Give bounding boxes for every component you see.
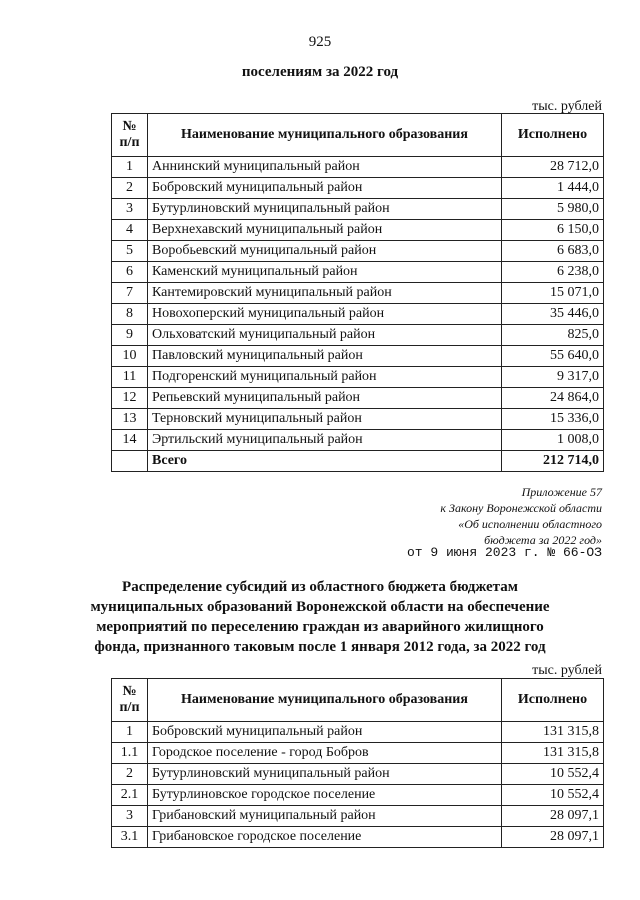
row-value: 1 008,0 bbox=[502, 430, 604, 451]
table-row bbox=[112, 764, 604, 785]
table2-title-line: мероприятий по переселению граждан из аварийного жилищного bbox=[96, 619, 544, 635]
table-row bbox=[112, 827, 604, 848]
row-number: 3.1 bbox=[112, 827, 148, 848]
row-value: 6 150,0 bbox=[502, 220, 604, 241]
table-row bbox=[112, 157, 604, 178]
table2-unit: тыс. рублей bbox=[532, 663, 602, 678]
table-row bbox=[112, 367, 604, 388]
appendix-note bbox=[342, 484, 602, 548]
row-name: Грибановское городское поселение bbox=[148, 827, 502, 848]
table2-title-line: муниципальных образований Воронежской области на обеспечение bbox=[90, 599, 550, 615]
row-value: 55 640,0 bbox=[502, 346, 604, 367]
row-value: 6 238,0 bbox=[502, 262, 604, 283]
row-value: 10 552,4 bbox=[502, 764, 604, 785]
row-value: 10 552,4 bbox=[502, 785, 604, 806]
table1-unit: тыс. рублей bbox=[532, 99, 602, 114]
table1-header-row bbox=[112, 114, 604, 157]
table-row bbox=[112, 283, 604, 304]
table2-body bbox=[112, 722, 604, 848]
total-number-cell bbox=[112, 451, 148, 472]
row-name: Аннинский муниципальный район bbox=[148, 157, 502, 178]
row-value: 5 980,0 bbox=[502, 199, 604, 220]
row-value: 131 315,8 bbox=[502, 743, 604, 764]
table-row bbox=[112, 409, 604, 430]
row-number: 11 bbox=[112, 367, 148, 388]
row-name: Ольховатский муниципальный район bbox=[148, 325, 502, 346]
table-row bbox=[112, 325, 604, 346]
row-value: 1 444,0 bbox=[502, 178, 604, 199]
page-number: 925 bbox=[308, 34, 332, 50]
row-number: 9 bbox=[112, 325, 148, 346]
row-number: 13 bbox=[112, 409, 148, 430]
table-row bbox=[112, 178, 604, 199]
table-row bbox=[112, 220, 604, 241]
row-name: Каменский муниципальный район bbox=[148, 262, 502, 283]
row-name: Новохоперский муниципальный район bbox=[148, 304, 502, 325]
row-name: Павловский муниципальный район bbox=[148, 346, 502, 367]
row-value: 28 097,1 bbox=[502, 827, 604, 848]
table-row bbox=[112, 785, 604, 806]
row-number: 6 bbox=[112, 262, 148, 283]
table1-title: поселениям за 2022 год bbox=[241, 64, 399, 80]
appendix-line: к Закону Воронежской области bbox=[440, 501, 602, 515]
row-number: 10 bbox=[112, 346, 148, 367]
row-number: 7 bbox=[112, 283, 148, 304]
row-name: Подгоренский муниципальный район bbox=[148, 367, 502, 388]
row-value: 15 336,0 bbox=[502, 409, 604, 430]
row-name: Бобровский муниципальный район bbox=[148, 722, 502, 743]
row-value: 35 446,0 bbox=[502, 304, 604, 325]
row-number: 2 bbox=[112, 178, 148, 199]
row-number: 5 bbox=[112, 241, 148, 262]
row-value: 28 712,0 bbox=[502, 157, 604, 178]
appendix-line: Приложение 57 bbox=[521, 485, 602, 499]
row-number: 1.1 bbox=[112, 743, 148, 764]
header-name: Наименование муниципального образования bbox=[148, 679, 502, 722]
row-number: 12 bbox=[112, 388, 148, 409]
table2 bbox=[111, 678, 604, 848]
row-number: 2 bbox=[112, 764, 148, 785]
table-row bbox=[112, 346, 604, 367]
table-row bbox=[112, 241, 604, 262]
row-number: 1 bbox=[112, 157, 148, 178]
table2-header-row bbox=[112, 679, 604, 722]
total-label: Всего bbox=[148, 451, 502, 472]
header-number: № п/п bbox=[112, 679, 148, 722]
row-value: 131 315,8 bbox=[502, 722, 604, 743]
total-value: 212 714,0 bbox=[502, 451, 604, 472]
table-row bbox=[112, 430, 604, 451]
row-value: 28 097,1 bbox=[502, 806, 604, 827]
table2-title bbox=[0, 577, 640, 657]
row-name: Бутурлиновский муниципальный район bbox=[148, 764, 502, 785]
row-name: Бутурлиновский муниципальный район bbox=[148, 199, 502, 220]
row-name: Эртильский муниципальный район bbox=[148, 430, 502, 451]
row-number: 8 bbox=[112, 304, 148, 325]
row-number: 3 bbox=[112, 806, 148, 827]
table-row bbox=[112, 199, 604, 220]
row-number: 3 bbox=[112, 199, 148, 220]
table-row bbox=[112, 806, 604, 827]
row-number: 14 bbox=[112, 430, 148, 451]
row-number: 4 bbox=[112, 220, 148, 241]
row-name: Бобровский муниципальный район bbox=[148, 178, 502, 199]
appendix-line: «Об исполнении областного bbox=[458, 517, 602, 531]
total-row bbox=[112, 451, 604, 472]
row-name: Кантемировский муниципальный район bbox=[148, 283, 502, 304]
row-value: 6 683,0 bbox=[502, 241, 604, 262]
header-value: Исполнено bbox=[502, 679, 604, 722]
row-value: 825,0 bbox=[502, 325, 604, 346]
row-name: Терновский муниципальный район bbox=[148, 409, 502, 430]
law-date-stamp: от 9 июня 2023 г. № 66-ОЗ bbox=[406, 545, 602, 560]
appendix-line: бюджета за 2022 год» bbox=[484, 533, 602, 547]
table1 bbox=[111, 113, 604, 472]
header-name: Наименование муниципального образования bbox=[148, 114, 502, 157]
table-row bbox=[112, 304, 604, 325]
table-row bbox=[112, 262, 604, 283]
row-name: Бутурлиновское городское поселение bbox=[148, 785, 502, 806]
row-name: Грибановский муниципальный район bbox=[148, 806, 502, 827]
row-number: 2.1 bbox=[112, 785, 148, 806]
table-row bbox=[112, 722, 604, 743]
table-row bbox=[112, 388, 604, 409]
table1-body bbox=[112, 157, 604, 472]
row-value: 9 317,0 bbox=[502, 367, 604, 388]
row-value: 15 071,0 bbox=[502, 283, 604, 304]
row-name: Репьевский муниципальный район bbox=[148, 388, 502, 409]
row-value: 24 864,0 bbox=[502, 388, 604, 409]
row-name: Городское поселение - город Бобров bbox=[148, 743, 502, 764]
row-name: Воробьевский муниципальный район bbox=[148, 241, 502, 262]
header-number: № п/п bbox=[112, 114, 148, 157]
table-row bbox=[112, 743, 604, 764]
header-value: Исполнено bbox=[502, 114, 604, 157]
table2-title-line: фонда, признанного таковым после 1 января 2012 года, за 2022 год bbox=[94, 639, 546, 655]
row-name: Верхнехавский муниципальный район bbox=[148, 220, 502, 241]
row-number: 1 bbox=[112, 722, 148, 743]
table2-title-line: Распределение субсидий из областного бюджета бюджетам bbox=[122, 579, 518, 595]
